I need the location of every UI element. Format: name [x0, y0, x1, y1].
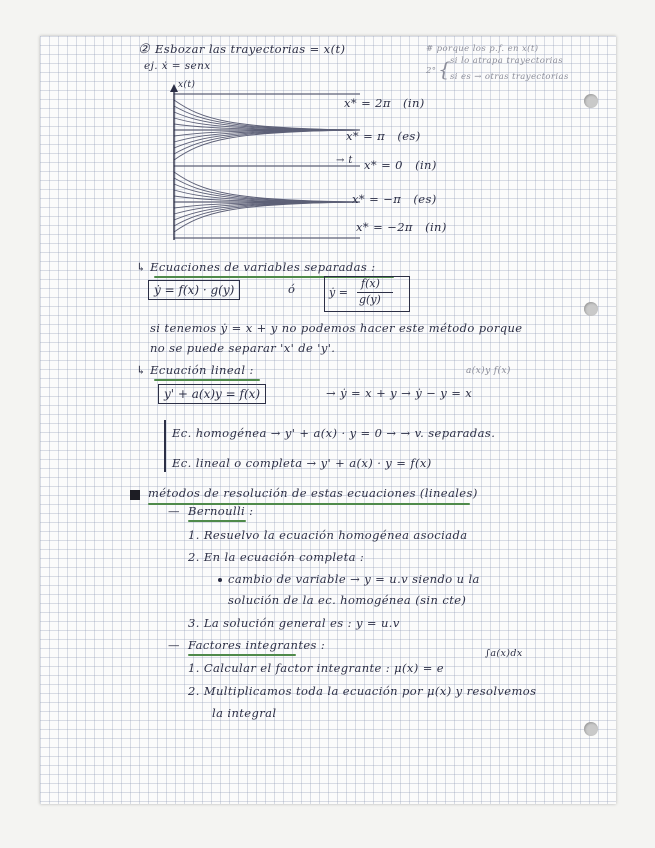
- bernoulli-underline: [188, 520, 246, 522]
- factor-heading: Factores integrantes :: [188, 638, 326, 652]
- separables-heading: ↳ Ecuaciones de variables separadas :: [136, 260, 376, 274]
- factor-dash: —: [168, 638, 180, 652]
- eq-label-4-eq: x* = −π: [352, 192, 402, 206]
- eq-label-3-type: (in): [415, 158, 437, 172]
- eq-label-5-type: (in): [425, 220, 447, 234]
- bernoulli-step-3: 3. La solución general es : y = u.v: [188, 616, 400, 630]
- factor-step-1: 1. Calcular el factor integrante : μ(x) = e: [188, 661, 445, 675]
- trajectory-curve: [174, 100, 360, 130]
- bernoulli-step-2a: [218, 572, 480, 586]
- title-note: # porque los p.f. en x(t): [426, 44, 539, 54]
- lineal-complete: Ec. lineal o completa → y' + a(x) · y = f(x): [172, 456, 432, 470]
- plot-tlabel-text: t: [348, 155, 353, 166]
- side-note-line-1: si lo atrapa trayectorias: [450, 56, 564, 66]
- separables-f2-num: f(x): [361, 277, 380, 290]
- trajectory-curve: [174, 172, 360, 202]
- separables-f2-lhs: ẏ =: [329, 286, 348, 299]
- separables-or: ó: [288, 282, 296, 296]
- lineal-bracket: [164, 420, 166, 472]
- separables-f2-den: g(y): [359, 293, 381, 306]
- plot-tlabel: → t: [336, 155, 353, 166]
- separables-note-1: si tenemos ẏ = x + y no podemos hacer este método porque: [150, 321, 523, 335]
- plot-ylabel: x(t): [178, 80, 196, 90]
- methods-bullet: [130, 490, 140, 500]
- lineal-underline: [154, 379, 260, 381]
- trajectory-curve: [174, 190, 360, 202]
- factor-step-3: la integral: [212, 706, 277, 720]
- trajectory-curve: [174, 202, 360, 232]
- side-note-brace: {: [438, 57, 452, 81]
- bernoulli-step-1: 1. Resuelvo la ecuación homogénea asociada: [188, 528, 468, 542]
- eq-label-1-eq: x* = 2π: [344, 96, 391, 110]
- separables-note-2: no se puede separar 'x' de 'y'.: [150, 341, 336, 355]
- lineal-homogeneous: Ec. homogénea → y' + a(x) · y = 0 → → v. separadas.: [172, 426, 496, 440]
- separables-formula-1: ẏ = f(x) · g(y): [148, 280, 240, 300]
- bullet-dot: [218, 578, 222, 582]
- eq-label-1: [344, 96, 425, 110]
- lineal-chain: → ẏ = x + y → ẏ − y = x: [326, 386, 473, 400]
- side-note-line-2: si es → otras trayectorias: [450, 72, 569, 82]
- factor-underline: [188, 654, 296, 656]
- factor-step-2: 2. Multiplicamos toda la ecuación por μ(x) y resolvemos: [188, 684, 537, 698]
- methods-heading: métodos de resolución de estas ecuaciones (lineales): [148, 486, 478, 500]
- punch-hole-2: [584, 302, 598, 316]
- side-note-lead: 2°: [426, 66, 437, 76]
- notebook-page: [40, 36, 616, 804]
- eq-label-2-type: (es): [397, 129, 421, 143]
- lineal-above-note: a(x)y f(x): [466, 366, 511, 376]
- bernoulli-dash: —: [168, 504, 180, 518]
- bernoulli-heading: Bernoulli :: [188, 504, 254, 518]
- trajectory-curve: [174, 130, 360, 160]
- separables-formula-2: [324, 276, 410, 312]
- y-axis-arrow: [170, 84, 178, 92]
- bernoulli-step-2: 2. En la ecuación completa :: [188, 550, 365, 564]
- eq-label-4-type: (es): [413, 192, 437, 206]
- factor-step-1-exponent: ∫a(x)dx: [485, 648, 523, 659]
- eq-label-5-eq: x* = −2π: [356, 220, 413, 234]
- punch-hole-3: [584, 722, 598, 736]
- title-number: ②: [138, 42, 151, 57]
- eq-label-2-eq: x* = π: [346, 129, 386, 143]
- trajectory-plot: [160, 84, 360, 244]
- lineal-box-formula: y' + a(x)y = f(x): [158, 384, 266, 404]
- eq-label-3: [364, 158, 437, 172]
- bernoulli-step-2b: solución de la ec. homogénea (sin cte): [228, 593, 467, 607]
- eq-label-4: [352, 192, 437, 206]
- example-label: ej. ẋ = senx: [144, 60, 211, 72]
- bernoulli-step-2a-text: cambio de variable → y = u.v siendo u la: [228, 572, 480, 586]
- eq-label-3-eq: x* = 0: [364, 158, 403, 172]
- eq-label-1-type: (in): [403, 96, 425, 110]
- eq-label-5: [356, 220, 447, 234]
- title-text: Esbozar las trayectorias = x(t): [155, 42, 346, 56]
- lineal-heading: ↳ Ecuación lineal :: [136, 363, 254, 377]
- punch-hole-1: [584, 94, 598, 108]
- trajectory-curve: [174, 118, 360, 130]
- eq-label-2: [346, 129, 421, 143]
